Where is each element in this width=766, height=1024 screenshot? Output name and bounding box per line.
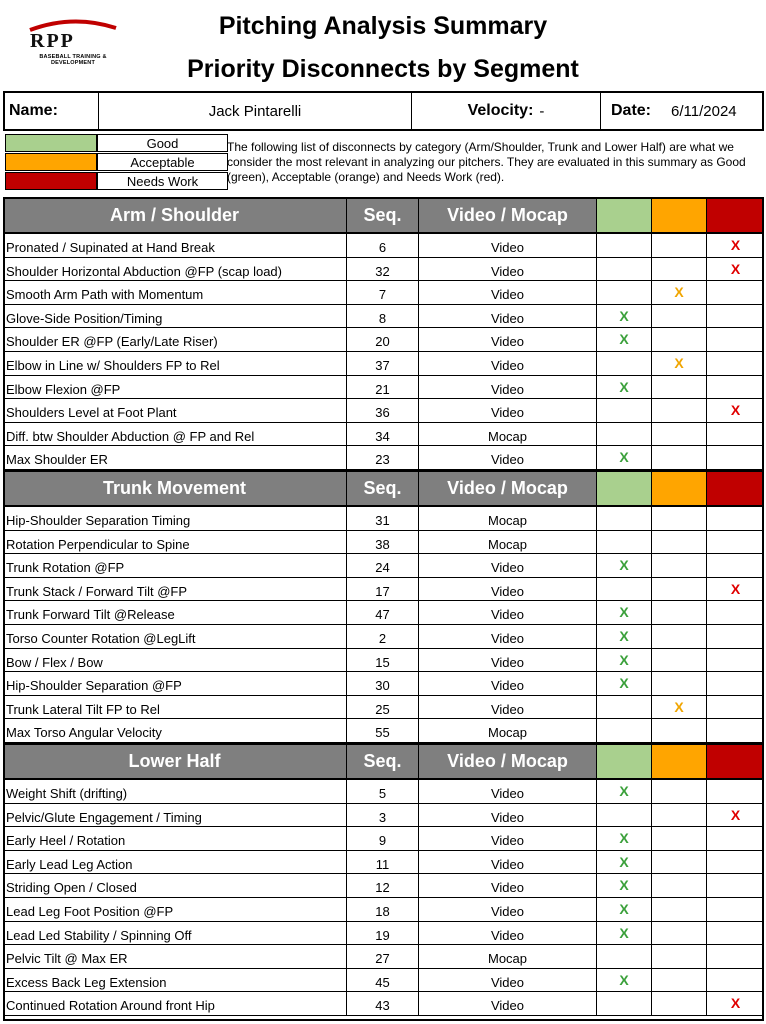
needs-work-mark (706, 281, 764, 304)
sequence-number: 7 (346, 281, 418, 304)
sequence-number: 25 (346, 696, 418, 719)
analysis-type: Mocap (418, 423, 596, 446)
name-label: Name: (9, 102, 58, 119)
table-row (3, 992, 764, 1016)
table-row (3, 531, 764, 555)
analysis-type: Video (418, 804, 596, 827)
analysis-type: Video (418, 672, 596, 695)
seq-column-header: Seq. (346, 745, 418, 778)
table-row (3, 376, 764, 400)
analysis-type: Video (418, 234, 596, 257)
analysis-type: Mocap (418, 719, 596, 742)
table-row (3, 281, 764, 305)
analysis-type: Video (418, 601, 596, 624)
disconnect-name: Striding Open / Closed (6, 880, 137, 896)
disconnect-name: Hip-Shoulder Separation @FP (6, 678, 182, 694)
needs-work-mark (706, 376, 764, 399)
disconnect-name: Pelvic Tilt @ Max ER (6, 951, 128, 967)
table-row (3, 625, 764, 649)
sequence-number: 30 (346, 672, 418, 695)
table-row (3, 578, 764, 602)
needs-work-mark (706, 446, 764, 469)
player-info-bar (3, 91, 764, 131)
disconnect-name: Trunk Stack / Forward Tilt @FP (6, 583, 188, 599)
acceptable-mark (651, 601, 706, 624)
analysis-type: Video (418, 696, 596, 719)
disconnect-name: Torso Counter Rotation @LegLift (6, 631, 196, 646)
acceptable-mark: X (651, 281, 706, 304)
analysis-type: Video (418, 554, 596, 577)
legend-swatch-acceptable (5, 153, 97, 171)
table-row (3, 649, 764, 673)
table-row (3, 945, 764, 969)
needs-work-mark (706, 851, 764, 874)
needs-work-mark: X (706, 399, 764, 422)
table-row (3, 874, 764, 898)
analysis-type: Video (418, 969, 596, 992)
sequence-number: 11 (346, 851, 418, 874)
disconnect-name: Shoulders Level at Foot Plant (6, 405, 177, 421)
disconnect-name: Shoulder ER @FP (Early/Late Riser) (6, 334, 218, 350)
good-mark: X (596, 376, 651, 399)
good-column-swatch (596, 745, 651, 778)
good-mark (596, 578, 651, 601)
needs-work-mark (706, 719, 764, 742)
disconnect-name: Smooth Arm Path with Momentum (6, 287, 204, 303)
acceptable-mark (651, 898, 706, 921)
good-mark: X (596, 601, 651, 624)
rating-legend (5, 134, 765, 192)
disconnect-name: Bow / Flex / Bow (6, 654, 103, 670)
analysis-type: Video (418, 922, 596, 945)
sequence-number: 55 (346, 719, 418, 742)
disconnect-name: Hip-Shoulder Separation Timing (6, 513, 191, 528)
section-header (3, 743, 764, 780)
table-row (3, 851, 764, 875)
sequence-number: 37 (346, 352, 418, 375)
seq-column-header: Seq. (346, 472, 418, 505)
sequence-number: 17 (346, 578, 418, 601)
acceptable-mark (651, 945, 706, 968)
good-mark: X (596, 625, 651, 648)
legend-swatch-needs-work (5, 172, 97, 190)
good-mark: X (596, 446, 651, 469)
analysis-type: Video (418, 874, 596, 897)
good-mark: X (596, 874, 651, 897)
seq-column-header: Seq. (346, 199, 418, 232)
date-value: 6/11/2024 (671, 102, 737, 120)
acceptable-mark (651, 969, 706, 992)
sequence-number: 21 (346, 376, 418, 399)
date-cell (601, 93, 762, 129)
good-mark: X (596, 554, 651, 577)
name-value-cell (99, 93, 412, 129)
sequence-number: 23 (346, 446, 418, 469)
acceptable-mark (651, 578, 706, 601)
good-mark (596, 719, 651, 742)
sequence-number: 19 (346, 922, 418, 945)
table-row (3, 780, 764, 804)
section-header (3, 470, 764, 507)
sequence-number: 8 (346, 305, 418, 328)
good-mark (596, 531, 651, 554)
needs-work-mark (706, 423, 764, 446)
analysis-type: Video (418, 992, 596, 1015)
good-mark: X (596, 851, 651, 874)
good-mark: X (596, 827, 651, 850)
disconnect-name: Elbow Flexion @FP (6, 381, 121, 397)
disconnect-name: Diff. btw Shoulder Abduction @ FP and Rel (6, 428, 255, 444)
sequence-number: 38 (346, 531, 418, 554)
acceptable-mark (651, 992, 706, 1015)
section-header (3, 197, 764, 234)
needs-work-mark (706, 531, 764, 554)
table-row (3, 804, 764, 828)
acceptable-mark (651, 423, 706, 446)
legend-label-acceptable: Acceptable (97, 153, 228, 171)
sequence-number: 6 (346, 234, 418, 257)
good-mark (596, 423, 651, 446)
analysis-type: Video (418, 328, 596, 351)
acceptable-mark (651, 399, 706, 422)
acceptable-mark (651, 446, 706, 469)
disconnect-name: Early Lead Leg Action (6, 856, 133, 872)
analysis-type: Video (418, 827, 596, 850)
needs-work-mark (706, 780, 764, 803)
needs-work-mark (706, 625, 764, 648)
good-mark (596, 258, 651, 281)
acceptable-mark (651, 672, 706, 695)
acceptable-mark (651, 851, 706, 874)
disconnect-name: Elbow in Line w/ Shoulders FP to Rel (6, 358, 220, 373)
good-mark: X (596, 898, 651, 921)
needs-work-mark (706, 696, 764, 719)
sequence-number: 18 (346, 898, 418, 921)
acceptable-mark (651, 531, 706, 554)
sequence-number: 36 (346, 399, 418, 422)
sequence-number: 34 (346, 423, 418, 446)
disconnect-name: Trunk Forward Tilt @Release (6, 607, 175, 623)
acceptable-column-swatch (651, 199, 706, 232)
sequence-number: 31 (346, 507, 418, 530)
report-header (0, 0, 766, 92)
needs-work-mark (706, 969, 764, 992)
type-column-header: Video / Mocap (418, 199, 596, 232)
legend-description: The following list of disconnects by category (Arm/Shoulder, Trunk and Lower Half) are what we consider the most relevant in analyzing our pitchers. They are evaluated in this summary as Good (green), Acceptable (orange) and Needs Work (red). (227, 140, 746, 184)
table-row (3, 696, 764, 720)
acceptable-mark: X (651, 352, 706, 375)
acceptable-mark (651, 780, 706, 803)
disconnect-name: Excess Back Leg Extension (6, 974, 167, 990)
player-name: Jack Pintarelli (208, 102, 302, 120)
logo-text: RPP (30, 30, 75, 52)
table-row (3, 352, 764, 376)
needs-work-mark: X (706, 258, 764, 281)
needs-work-mark (706, 305, 764, 328)
table-row (3, 423, 764, 447)
disconnect-name: Rotation Perpendicular to Spine (6, 536, 190, 552)
good-mark: X (596, 672, 651, 695)
analysis-type: Video (418, 305, 596, 328)
analysis-type: Video (418, 258, 596, 281)
acceptable-mark (651, 234, 706, 257)
analysis-type: Mocap (418, 507, 596, 530)
acceptable-column-swatch (651, 472, 706, 505)
date-label: Date: (611, 102, 652, 119)
good-mark: X (596, 305, 651, 328)
needs-work-mark (706, 352, 764, 375)
page-title: Pitching Analysis Summary (218, 12, 548, 40)
disconnect-name: Trunk Lateral Tilt FP to Rel (6, 701, 160, 717)
good-mark (596, 992, 651, 1015)
sequence-number: 43 (346, 992, 418, 1015)
needs-work-mark (706, 601, 764, 624)
analysis-type: Video (418, 898, 596, 921)
good-mark (596, 507, 651, 530)
table-row (3, 672, 764, 696)
table-row (3, 234, 764, 258)
sequence-number: 15 (346, 649, 418, 672)
good-mark: X (596, 969, 651, 992)
needs-work-mark: X (706, 804, 764, 827)
good-mark (596, 352, 651, 375)
needs-work-mark (706, 672, 764, 695)
section-title: Trunk Movement (102, 478, 247, 498)
analysis-type: Video (418, 281, 596, 304)
disconnect-name: Continued Rotation Around front Hip (6, 998, 215, 1014)
table-row (3, 554, 764, 578)
good-mark: X (596, 649, 651, 672)
acceptable-mark (651, 922, 706, 945)
table-row (3, 446, 764, 470)
analysis-type: Mocap (418, 531, 596, 554)
table-row (3, 601, 764, 625)
velocity-label: Velocity: (467, 102, 534, 119)
good-mark (596, 281, 651, 304)
acceptable-mark (651, 376, 706, 399)
table-row (3, 507, 764, 531)
needs-work-mark (706, 898, 764, 921)
legend-label-needs-work: Needs Work (97, 172, 228, 190)
good-mark: X (596, 328, 651, 351)
type-column-header: Video / Mocap (418, 472, 596, 505)
disconnect-name: Lead Led Stability / Spinning Off (6, 927, 192, 943)
analysis-type: Video (418, 625, 596, 648)
table-row (3, 827, 764, 851)
disconnect-name: Max Torso Angular Velocity (6, 725, 162, 741)
section-title: Lower Half (128, 751, 221, 771)
sequence-number: 12 (346, 874, 418, 897)
table-row (3, 328, 764, 352)
acceptable-mark (651, 625, 706, 648)
disconnect-name: Lead Leg Foot Position @FP (6, 904, 174, 919)
acceptable-mark (651, 258, 706, 281)
good-mark: X (596, 780, 651, 803)
sequence-number: 27 (346, 945, 418, 968)
analysis-type: Video (418, 780, 596, 803)
good-mark (596, 804, 651, 827)
table-row (3, 922, 764, 946)
acceptable-mark: X (651, 696, 706, 719)
sequence-number: 45 (346, 969, 418, 992)
disconnect-name: Early Heel / Rotation (6, 833, 126, 849)
good-mark: X (596, 922, 651, 945)
needs-work-mark (706, 945, 764, 968)
analysis-type: Video (418, 376, 596, 399)
table-row (3, 305, 764, 329)
needs-work-mark (706, 507, 764, 530)
needs-work-mark (706, 922, 764, 945)
disconnect-name: Pronated / Supinated at Hand Break (6, 240, 215, 255)
legend-label-good: Good (97, 134, 228, 152)
good-mark (596, 234, 651, 257)
logo-subtitle: BASEBALL TRAINING & DEVELOPMENT (39, 54, 107, 66)
acceptable-mark (651, 827, 706, 850)
table-row (3, 898, 764, 922)
disconnect-name: Shoulder Horizontal Abduction @FP (scap load) (6, 263, 282, 279)
sequence-number: 32 (346, 258, 418, 281)
needs-work-mark (706, 554, 764, 577)
analysis-type: Video (418, 352, 596, 375)
acceptable-mark (651, 328, 706, 351)
section-title: Arm / Shoulder (109, 205, 239, 225)
disconnect-name: Trunk Rotation @FP (6, 560, 125, 576)
acceptable-mark (651, 554, 706, 577)
sequence-number: 47 (346, 601, 418, 624)
table-row (3, 719, 764, 743)
velocity-value: - (539, 102, 545, 120)
sequence-number: 9 (346, 827, 418, 850)
analysis-type: Video (418, 446, 596, 469)
needs-work-mark (706, 827, 764, 850)
table-row (3, 399, 764, 423)
sequence-number: 20 (346, 328, 418, 351)
disconnect-name: Weight Shift (drifting) (6, 786, 128, 801)
needs-work-mark (706, 328, 764, 351)
acceptable-mark (651, 804, 706, 827)
analysis-type: Video (418, 399, 596, 422)
sequence-number: 24 (346, 554, 418, 577)
good-mark (596, 945, 651, 968)
good-mark (596, 399, 651, 422)
analysis-type: Video (418, 578, 596, 601)
needs-work-mark: X (706, 234, 764, 257)
disconnect-name: Glove-Side Position/Timing (6, 310, 163, 326)
velocity-cell (412, 93, 601, 129)
needs-work-mark: X (706, 992, 764, 1015)
sequence-number: 3 (346, 804, 418, 827)
needs-work-column-swatch (706, 199, 762, 232)
sequence-number: 5 (346, 780, 418, 803)
table-row (3, 258, 764, 282)
needs-work-mark (706, 649, 764, 672)
acceptable-mark (651, 649, 706, 672)
acceptable-mark (651, 874, 706, 897)
good-mark (596, 696, 651, 719)
type-column-header: Video / Mocap (418, 745, 596, 778)
disconnect-name: Pelvic/Glute Engagement / Timing (6, 809, 202, 825)
good-column-swatch (596, 472, 651, 505)
disconnect-name: Max Shoulder ER (6, 452, 108, 468)
analysis-type: Mocap (418, 945, 596, 968)
acceptable-mark (651, 305, 706, 328)
good-column-swatch (596, 199, 651, 232)
acceptable-mark (651, 719, 706, 742)
needs-work-mark: X (706, 578, 764, 601)
analysis-type: Video (418, 851, 596, 874)
sequence-number: 2 (346, 625, 418, 648)
legend-swatch-good (5, 134, 97, 152)
acceptable-column-swatch (651, 745, 706, 778)
page-subtitle: Priority Disconnects by Segment (187, 55, 579, 83)
needs-work-mark (706, 874, 764, 897)
needs-work-column-swatch (706, 745, 762, 778)
acceptable-mark (651, 507, 706, 530)
analysis-type: Video (418, 649, 596, 672)
table-row (3, 969, 764, 993)
needs-work-column-swatch (706, 472, 762, 505)
name-label-cell (5, 93, 99, 129)
